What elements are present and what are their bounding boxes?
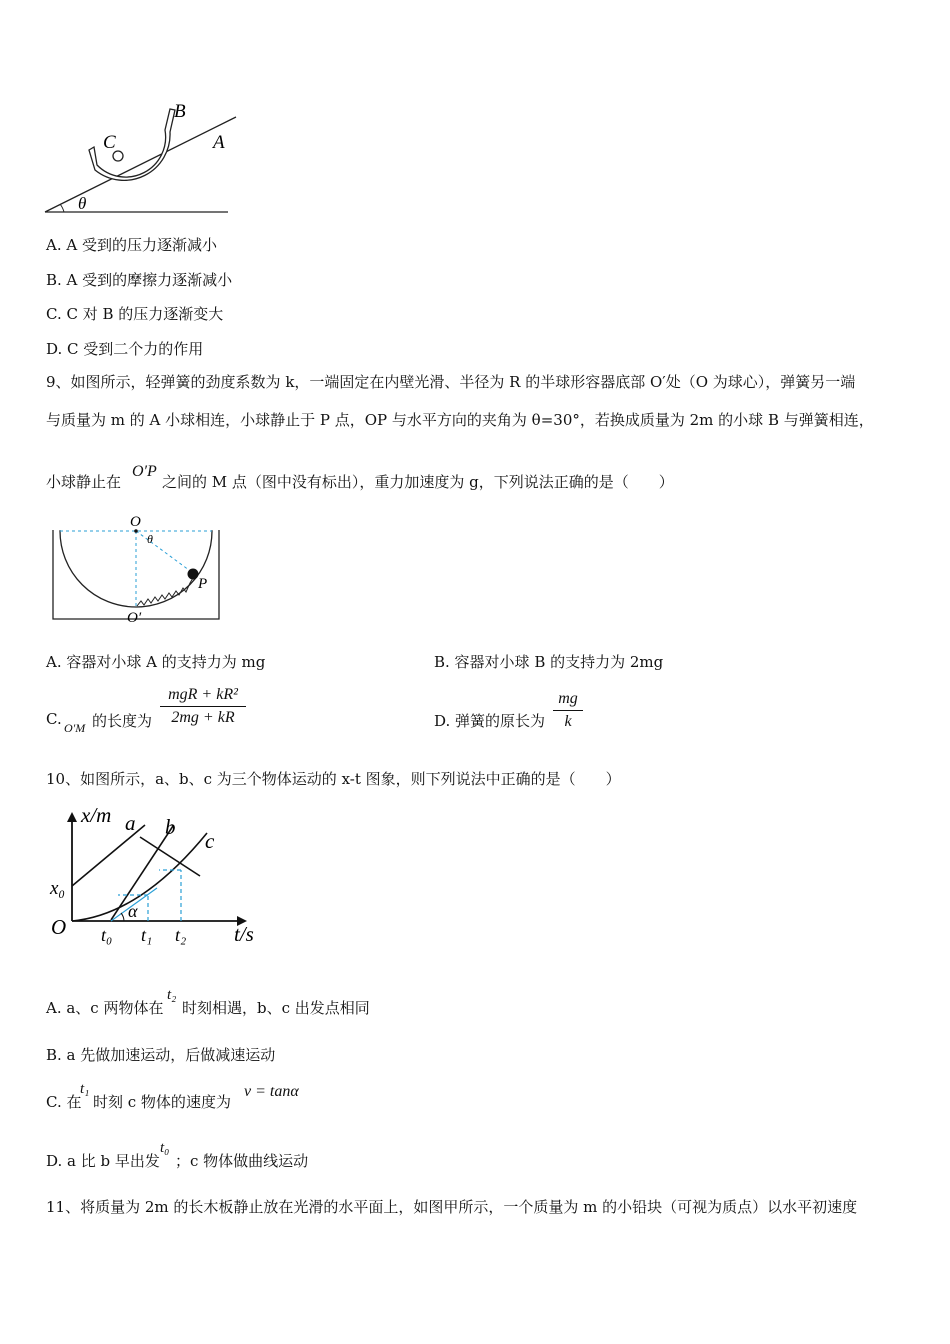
q9-line-3-op: O′P (132, 463, 157, 480)
q8-option-a: A. A 受到的压力逐渐减小 (46, 236, 217, 254)
fig10-t1: t₁ (141, 925, 153, 945)
q10-option-a-t2: t₂ (167, 987, 177, 1003)
q9-option-c-fraction (160, 686, 246, 727)
q11-line-1: 11、将质量为 2m 的长木板静止放在光滑的水平面上，如图甲所示，一个质量为 m 的小铅块（可视为质点）以水平初速度 (46, 1198, 858, 1216)
xt-graph-figure (45, 800, 265, 950)
fig10-alpha: α (128, 901, 138, 921)
q9-line-1: 9、如图所示，轻弹簧的劲度系数为 k，一端固定在内壁光滑、半径为 R 的半球形容器底部 O′处（O 为球心），弹簧另一端 (46, 373, 856, 391)
q8-option-b: B. A 受到的摩擦力逐渐减小 (46, 271, 233, 289)
label-C: C (103, 132, 116, 153)
q10-option-d-t0: t₀ (160, 1140, 170, 1156)
fig10-x0: x₀ (50, 878, 66, 899)
q9-option-a: A. 容器对小球 A 的支持力为 mg (46, 653, 266, 671)
fig10-t0: t₀ (101, 925, 113, 945)
q8-option-d: D. C 受到二个力的作用 (46, 340, 204, 358)
q10-option-c-part1: C. 在 (46, 1093, 82, 1111)
q10-option-c-t1: t₁ (80, 1081, 90, 1097)
q10-option-a-part2: 时刻相遇，b、c 出发点相同 (182, 999, 370, 1017)
q10-option-b: B. a 先做加速运动，后做减速运动 (46, 1046, 276, 1064)
q9-line-3b: 之间的 M 点（图中没有标出），重力加速度为 g，下列说法正确的是（ ） (162, 473, 674, 491)
fig10-t2: t₂ (175, 925, 187, 945)
label-B: B (174, 101, 186, 122)
incline-figure (40, 95, 250, 220)
fig9-label-p: P (198, 576, 208, 592)
fig9-label-o-prime: O′ (127, 610, 142, 625)
fig10-label-a: a (125, 811, 136, 835)
q9-option-d-fraction (553, 690, 583, 731)
fig10-xlabel: t/s (234, 922, 254, 946)
q10-stem: 10、如图所示，a、b、c 为三个物体运动的 x-t 图象，则下列说法中正确的是（ ） (46, 770, 621, 788)
q9-line-3a: 小球静止在 (46, 473, 122, 491)
q9-option-d-denominator: k (564, 713, 572, 730)
hemisphere-figure (45, 510, 235, 625)
q9-option-b: B. 容器对小球 B 的支持力为 2mg (434, 653, 664, 671)
q10-option-d-part1: D. a 比 b 早出发 (46, 1152, 160, 1170)
fig10-origin: O (51, 915, 67, 939)
q9-option-d-prefix: D. 弹簧的原长为 (434, 712, 546, 730)
fraction-bar (553, 710, 583, 711)
fig10-label-c: c (205, 829, 215, 853)
q9-option-c-om: O′M (64, 721, 86, 735)
q8-option-c: C. C 对 B 的压力逐渐变大 (46, 305, 224, 323)
q10-option-d-part2: ；c 物体做曲线运动 (175, 1152, 309, 1170)
q9-option-c-prefix: C. (46, 710, 62, 728)
q9-line-2: 与质量为 m 的 A 小球相连，小球静止于 P 点，OP 与水平方向的夹角为 θ=30°，若换成质量为 2m 的小球 B 与弹簧相连， (46, 411, 874, 429)
fig9-label-o: O (130, 514, 141, 530)
q9-option-c-mid: 的长度为 (92, 712, 153, 730)
q9-option-d-numerator: mg (558, 690, 578, 707)
fig10-label-b: b (165, 815, 176, 839)
q9-option-c-numerator: mgR + kR² (168, 686, 238, 703)
q9-option-c-denominator: 2mg + kR (171, 709, 235, 726)
fig9-label-theta: θ (147, 532, 153, 546)
q10-option-c-formula: v = tanα (244, 1083, 299, 1100)
label-A: A (213, 132, 225, 153)
label-theta: θ (78, 194, 87, 213)
q10-option-a-part1: A. a、c 两物体在 (46, 999, 164, 1017)
fraction-bar (160, 706, 246, 707)
q10-option-c-part2: 时刻 c 物体的速度为 (93, 1093, 231, 1111)
fig10-ylabel: x/m (81, 803, 112, 827)
